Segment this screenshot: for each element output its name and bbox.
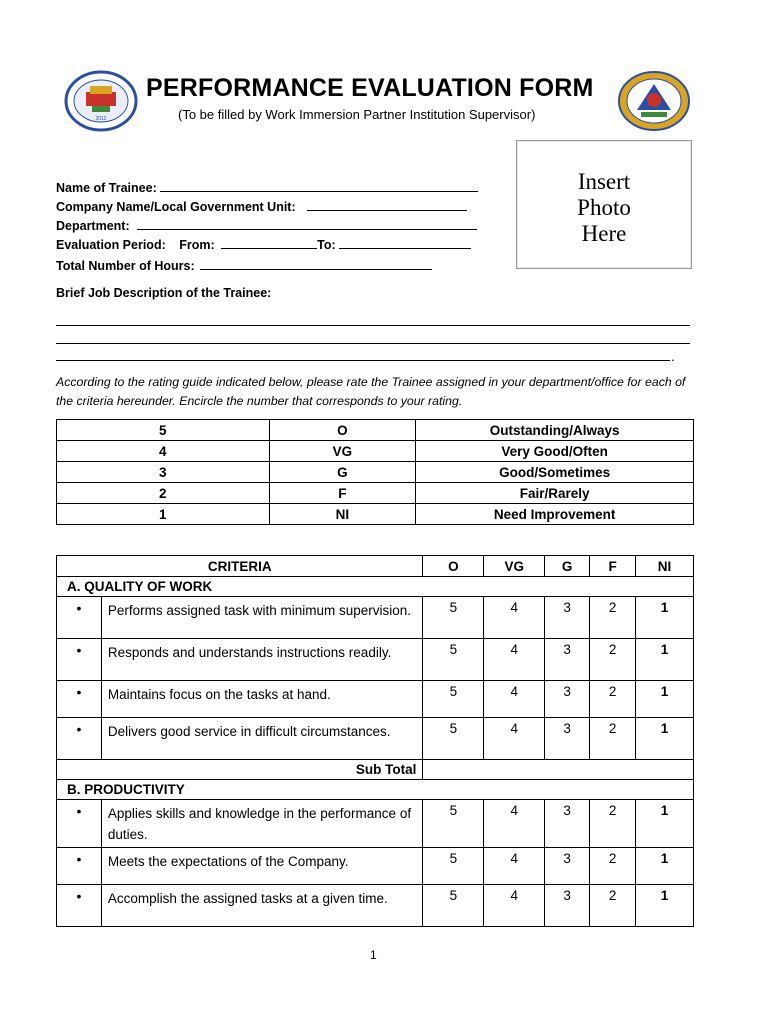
subtotal-row: [57, 760, 694, 780]
department-line[interactable]: [137, 218, 477, 230]
score-option-1[interactable]: 1: [636, 681, 694, 718]
score-option-2[interactable]: 2: [590, 885, 636, 927]
trainee-name-field[interactable]: [56, 180, 478, 195]
score-option-3[interactable]: 3: [545, 597, 590, 639]
score-option-4[interactable]: 4: [484, 885, 545, 927]
department-field[interactable]: [56, 218, 477, 233]
score-option-4[interactable]: 4: [484, 800, 545, 848]
rating-code: F: [269, 483, 416, 504]
company-line[interactable]: [307, 199, 467, 211]
bullet: •: [57, 848, 102, 885]
rating-meaning: Very Good/Often: [416, 441, 694, 462]
criteria-description: Meets the expectations of the Company.: [101, 848, 423, 885]
section-productivity: B. PRODUCTIVITY: [57, 780, 694, 800]
score-option-1[interactable]: 1: [636, 597, 694, 639]
rating-guide-row: [57, 420, 694, 441]
score-option-3[interactable]: 3: [545, 718, 590, 760]
rating-guide-row: [57, 441, 694, 462]
bullet: •: [57, 800, 102, 848]
g-header: G: [545, 556, 590, 577]
score-option-2[interactable]: 2: [590, 848, 636, 885]
section-quality-of-work: A. QUALITY OF WORK: [57, 577, 694, 597]
photo-text-line2: Photo: [577, 195, 631, 220]
bullet: •: [57, 597, 102, 639]
score-option-3[interactable]: 3: [545, 800, 590, 848]
score-option-3[interactable]: 3: [545, 848, 590, 885]
form-subtitle: (To be filled by Work Immersion Partner Institution Supervisor): [178, 107, 536, 122]
to-label: To:: [317, 238, 336, 252]
rating-score: 1: [57, 504, 270, 525]
rating-guide-table: [56, 419, 694, 525]
company-label: Company Name/Local Government Unit:: [56, 200, 296, 214]
score-option-1[interactable]: 1: [636, 885, 694, 927]
criteria-description: Accomplish the assigned tasks at a given time.: [101, 885, 423, 927]
score-option-3[interactable]: 3: [545, 681, 590, 718]
svg-text:2012: 2012: [95, 116, 107, 122]
score-option-4[interactable]: 4: [484, 848, 545, 885]
rating-guide-row: [57, 462, 694, 483]
rating-meaning: Good/Sometimes: [416, 462, 694, 483]
criteria-header-row: [57, 556, 694, 577]
criteria-row: [57, 718, 694, 760]
job-description-end-period: .: [671, 349, 675, 364]
criteria-row: [57, 681, 694, 718]
bullet: •: [57, 718, 102, 760]
f-header: F: [590, 556, 636, 577]
ni-header: NI: [636, 556, 694, 577]
rating-code: NI: [269, 504, 416, 525]
score-option-5[interactable]: 5: [423, 885, 484, 927]
criteria-row: [57, 885, 694, 927]
from-line[interactable]: [221, 237, 317, 249]
rating-score: 3: [57, 462, 270, 483]
bullet: •: [57, 885, 102, 927]
evaluation-period-label: Evaluation Period:: [56, 238, 166, 252]
criteria-row: [57, 848, 694, 885]
score-option-4[interactable]: 4: [484, 597, 545, 639]
to-line[interactable]: [339, 237, 471, 249]
bullet: •: [57, 639, 102, 681]
score-option-2[interactable]: 2: [590, 639, 636, 681]
rating-score: 4: [57, 441, 270, 462]
from-label: From:: [179, 238, 215, 252]
imus-city-seal: [64, 70, 138, 132]
rating-score: 2: [57, 483, 270, 504]
score-option-2[interactable]: 2: [590, 681, 636, 718]
rating-instructions: According to the rating guide indicated below, please rate the Trainee assigned in your department/office for each of the criteria hereunder. Encircle the number that corresponds to your rating.: [56, 375, 686, 408]
rating-meaning: Outstanding/Always: [416, 420, 694, 441]
criteria-description: Responds and understands instructions readily.: [101, 639, 423, 681]
total-hours-field[interactable]: [56, 258, 432, 273]
score-option-1[interactable]: 1: [636, 718, 694, 760]
criteria-header: CRITERIA: [57, 556, 423, 577]
rating-meaning: Need Improvement: [416, 504, 694, 525]
school-seal: [617, 70, 691, 132]
total-hours-line[interactable]: [200, 258, 432, 270]
photo-text-line3: Here: [581, 221, 627, 246]
criteria-description: Applies skills and knowledge in the performance of duties.: [101, 800, 423, 848]
score-option-3[interactable]: 3: [545, 885, 590, 927]
rating-guide-row: [57, 504, 694, 525]
photo-placeholder[interactable]: [516, 140, 692, 269]
subtotal-label: Sub Total: [57, 760, 423, 780]
score-option-1[interactable]: 1: [636, 800, 694, 848]
evaluation-period-field[interactable]: [56, 237, 471, 252]
criteria-description: Delivers good service in difficult circumstances.: [101, 718, 423, 760]
o-header: O: [423, 556, 484, 577]
score-option-5[interactable]: 5: [423, 597, 484, 639]
score-option-5[interactable]: 5: [423, 681, 484, 718]
section-productivity-row: [57, 780, 694, 800]
rating-score: 5: [57, 420, 270, 441]
job-description-label: Brief Job Description of the Trainee:: [56, 286, 272, 300]
score-option-1[interactable]: 1: [636, 639, 694, 681]
score-option-4[interactable]: 4: [484, 718, 545, 760]
bullet: •: [57, 681, 102, 718]
score-option-5[interactable]: 5: [423, 800, 484, 848]
criteria-description: Maintains focus on the tasks at hand.: [101, 681, 423, 718]
trainee-name-label: Name of Trainee:: [56, 181, 157, 195]
score-option-3[interactable]: 3: [545, 639, 590, 681]
score-option-4[interactable]: 4: [484, 639, 545, 681]
score-option-2[interactable]: 2: [590, 718, 636, 760]
criteria-table: [56, 555, 694, 927]
company-field[interactable]: [56, 199, 467, 214]
score-option-4[interactable]: 4: [484, 681, 545, 718]
form-title: PERFORMANCE EVALUATION FORM: [146, 74, 594, 102]
trainee-name-line[interactable]: [160, 180, 478, 192]
score-option-2[interactable]: 2: [590, 597, 636, 639]
section-quality-of-work-row: [57, 577, 694, 597]
vg-header: VG: [484, 556, 545, 577]
photo-text-line1: Insert: [577, 169, 631, 194]
score-option-5[interactable]: 5: [423, 848, 484, 885]
job-description-line-1[interactable]: [56, 325, 690, 326]
criteria-description: Performs assigned task with minimum supervision.: [101, 597, 423, 639]
criteria-row: [57, 639, 694, 681]
job-description-line-3[interactable]: [56, 360, 670, 361]
score-option-1[interactable]: 1: [636, 848, 694, 885]
department-label: Department:: [56, 219, 130, 233]
total-hours-label: Total Number of Hours:: [56, 259, 195, 273]
job-description-line-2[interactable]: [56, 343, 690, 344]
rating-guide-row: [57, 483, 694, 504]
score-option-2[interactable]: 2: [590, 800, 636, 848]
rating-meaning: Fair/Rarely: [416, 483, 694, 504]
rating-code: G: [269, 462, 416, 483]
score-option-5[interactable]: 5: [423, 639, 484, 681]
score-option-5[interactable]: 5: [423, 718, 484, 760]
criteria-row: [57, 597, 694, 639]
rating-code: O: [269, 420, 416, 441]
subtotal-value[interactable]: [423, 760, 694, 780]
rating-code: VG: [269, 441, 416, 462]
page-number: 1: [370, 948, 377, 962]
criteria-row: [57, 800, 694, 848]
